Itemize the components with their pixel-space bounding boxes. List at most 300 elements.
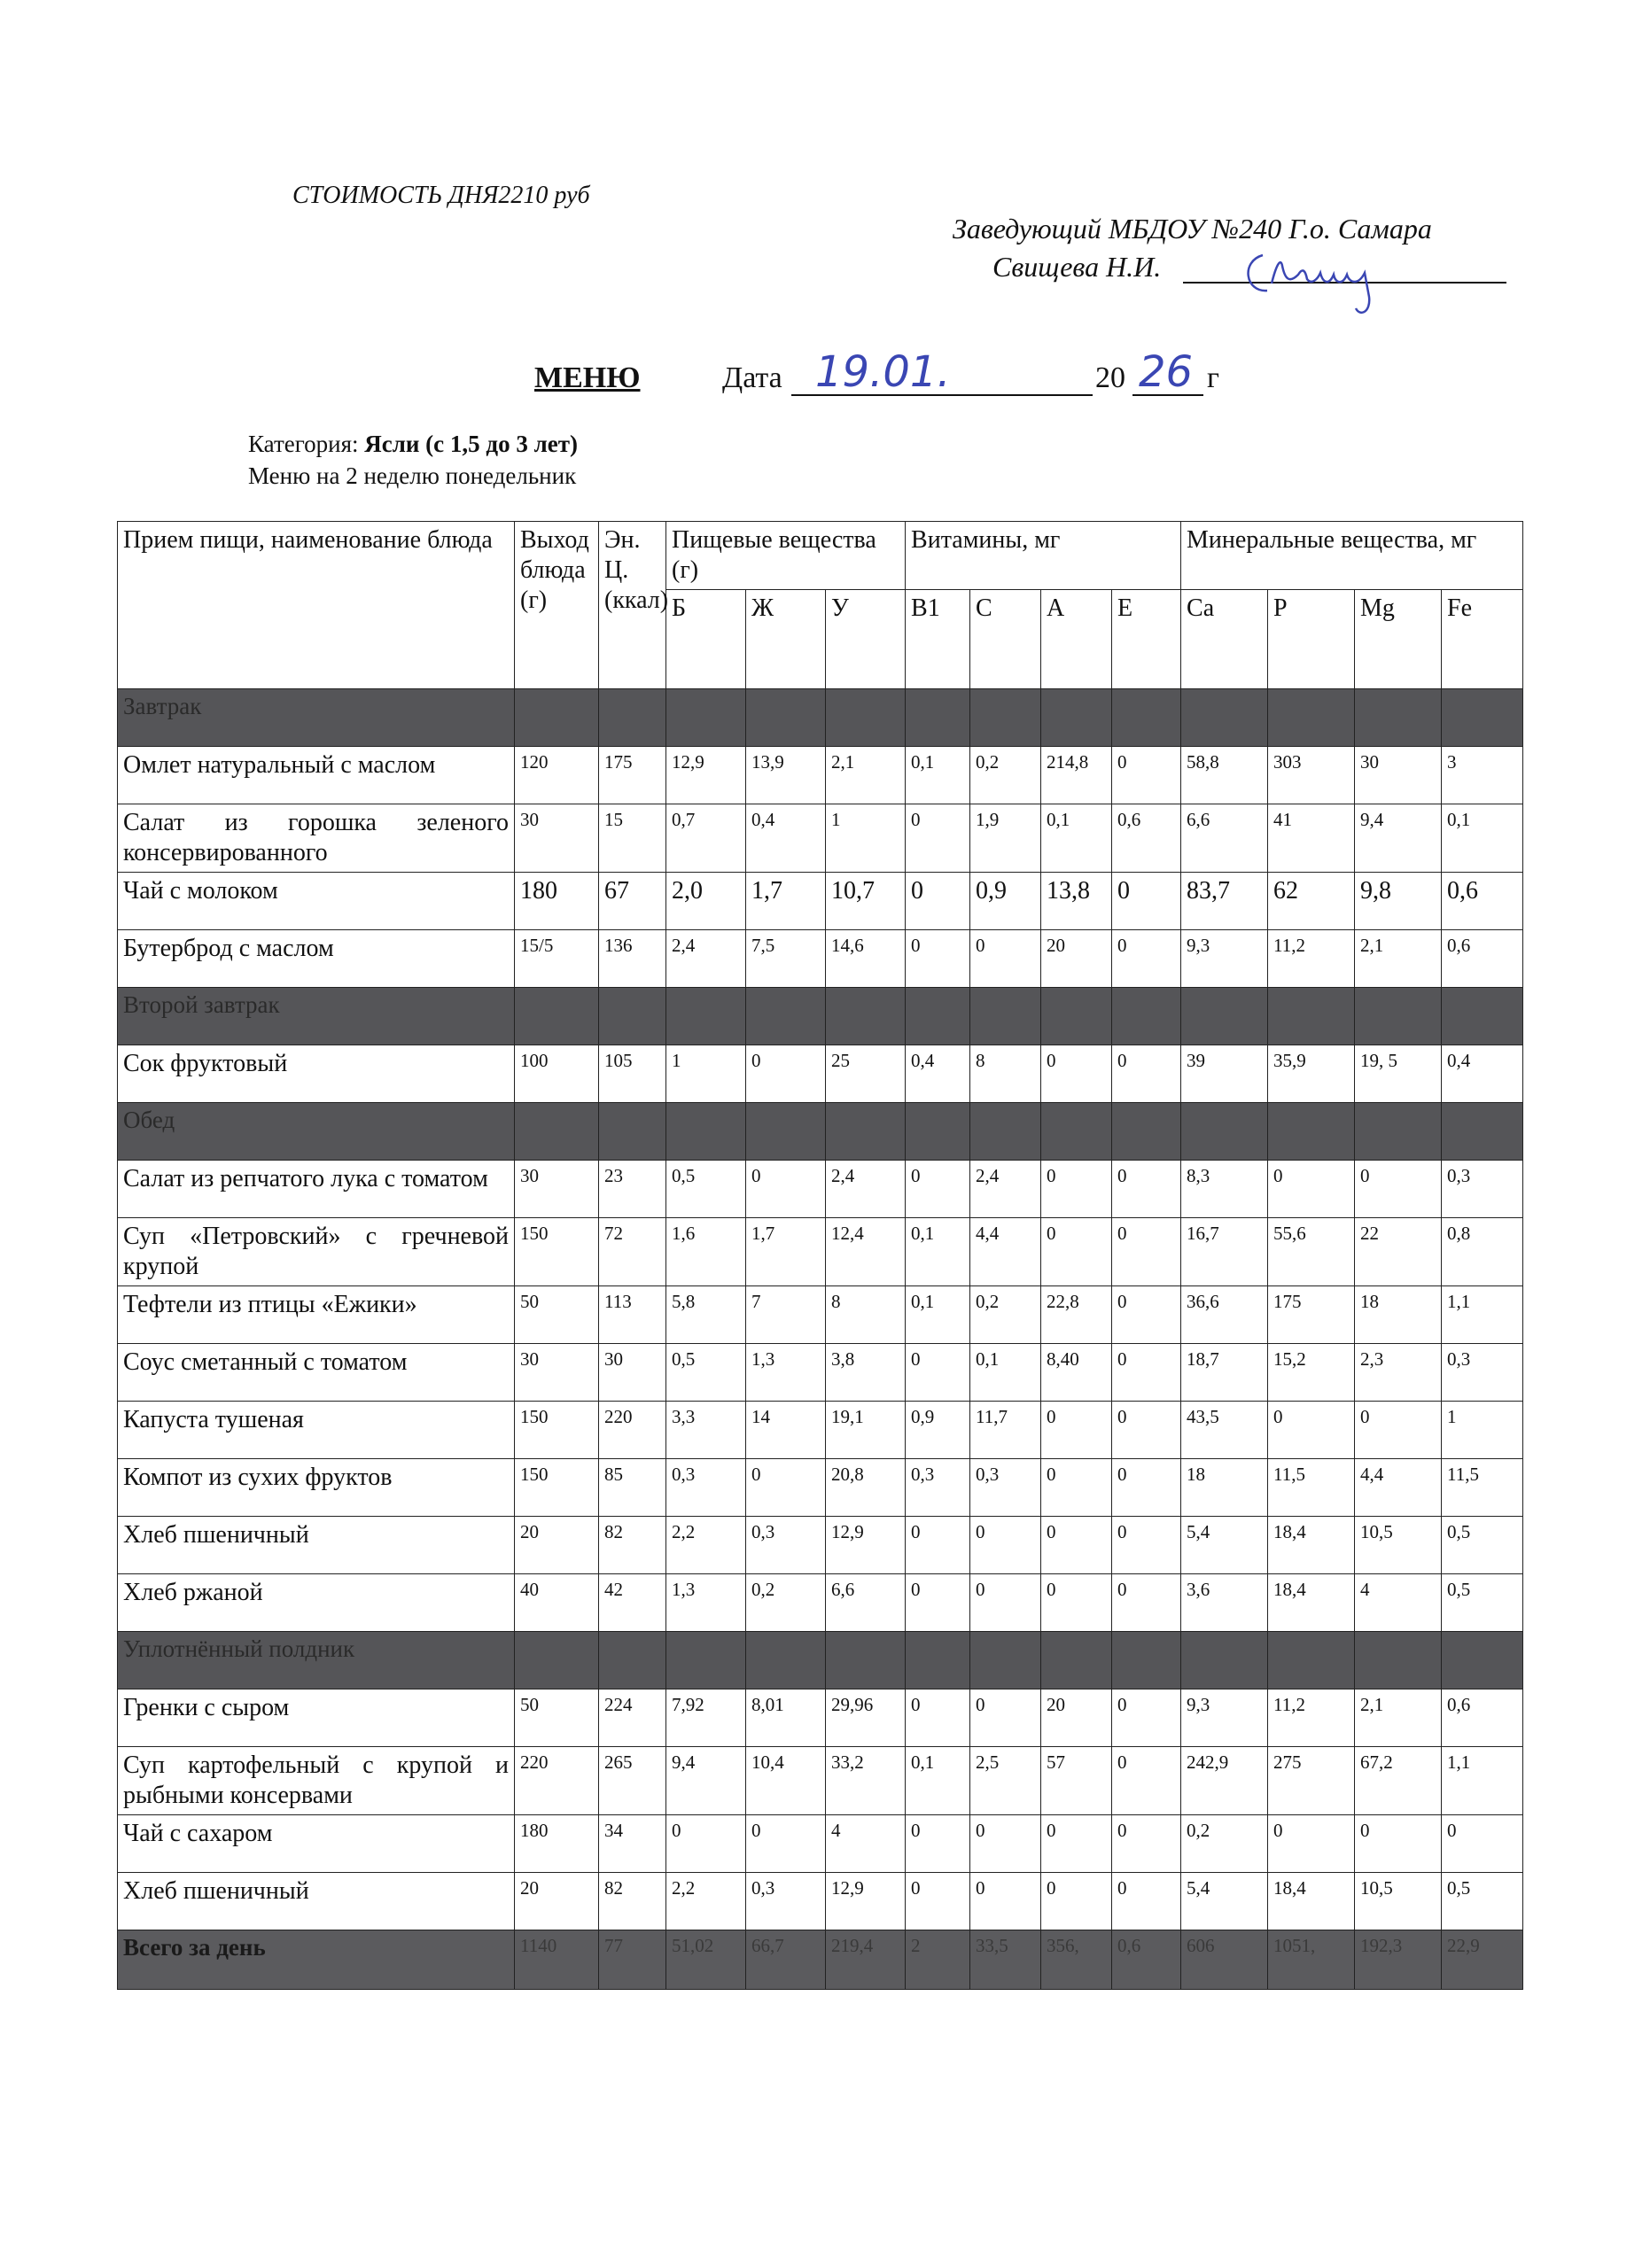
dish-name: Хлеб пшеничный (118, 1873, 515, 1930)
value-cell: 214,8 (1041, 747, 1112, 804)
section-fill-cell (970, 1632, 1041, 1689)
value-cell: 0,9 (906, 1402, 970, 1459)
value-cell: 2,1 (826, 747, 906, 804)
value-cell: 0 (906, 873, 970, 930)
value-cell: 0,7 (666, 804, 746, 873)
value-cell: 3,3 (666, 1402, 746, 1459)
section-fill-cell (1442, 1103, 1523, 1161)
value-cell: 0 (970, 1517, 1041, 1574)
section-fill-cell (1268, 689, 1355, 747)
value-cell: 13,9 (746, 747, 826, 804)
value-cell: 5,4 (1181, 1873, 1268, 1930)
value-cell: 1,6 (666, 1218, 746, 1286)
value-cell: 0 (1041, 1045, 1112, 1103)
value-cell: 30 (515, 1161, 599, 1218)
section-fill-cell (599, 988, 666, 1045)
value-cell: 100 (515, 1045, 599, 1103)
value-cell: 0 (1112, 1045, 1181, 1103)
value-cell: 0 (1355, 1161, 1442, 1218)
section-fill-cell (515, 689, 599, 747)
section-fill-cell (906, 1632, 970, 1689)
section-fill-cell (1268, 1632, 1355, 1689)
value-cell: 20 (1041, 1689, 1112, 1747)
value-cell: 275 (1268, 1747, 1355, 1815)
value-cell: 82 (599, 1873, 666, 1930)
value-cell: 0 (906, 1574, 970, 1632)
dish-row (118, 1815, 1523, 1873)
menu-title: МЕНЮ (534, 361, 641, 394)
value-cell: 0 (1112, 930, 1181, 988)
value-cell: 0,5 (666, 1161, 746, 1218)
value-cell: 0 (906, 1815, 970, 1873)
header-vitamins: Витамины, мг (906, 522, 1181, 590)
value-cell: 0,3 (1442, 1161, 1523, 1218)
value-cell: 4,4 (1355, 1459, 1442, 1517)
section-fill-cell (1355, 1103, 1442, 1161)
dish-name: Суп «Петровский» с гречневой крупой (118, 1218, 515, 1286)
value-cell: 0 (746, 1815, 826, 1873)
value-cell: 175 (1268, 1286, 1355, 1344)
value-cell: 0,3 (746, 1517, 826, 1574)
dish-name: Чай с сахаром (118, 1815, 515, 1873)
value-cell: 0 (970, 930, 1041, 988)
value-cell: 14,6 (826, 930, 906, 988)
value-cell: 1,1 (1442, 1747, 1523, 1815)
value-cell: 0 (906, 1689, 970, 1747)
section-fill-cell (666, 988, 746, 1045)
value-cell: 0 (906, 1344, 970, 1402)
section-fill-cell (1041, 1632, 1112, 1689)
value-cell: 303 (1268, 747, 1355, 804)
value-cell: 0 (1112, 1218, 1181, 1286)
value-cell: 20,8 (826, 1459, 906, 1517)
value-cell: 2,4 (826, 1161, 906, 1218)
section-fill-cell (970, 988, 1041, 1045)
total-value: 2 (906, 1930, 970, 1990)
value-cell: 15 (599, 804, 666, 873)
value-cell: 8 (826, 1286, 906, 1344)
value-cell: 0 (970, 1689, 1041, 1747)
value-cell: 0,2 (970, 1286, 1041, 1344)
value-cell: 113 (599, 1286, 666, 1344)
value-cell: 2,1 (1355, 930, 1442, 988)
header-meal: Прием пищи, наименование блюда (118, 522, 515, 689)
value-cell: 105 (599, 1045, 666, 1103)
value-cell: 3 (1442, 747, 1523, 804)
value-cell: 18 (1355, 1286, 1442, 1344)
dish-row (118, 1218, 1523, 1286)
header-e: Е (1112, 590, 1181, 689)
value-cell: 0 (906, 930, 970, 988)
value-cell: 0,3 (666, 1459, 746, 1517)
section-fill-cell (599, 1632, 666, 1689)
value-cell: 2,0 (666, 873, 746, 930)
value-cell: 120 (515, 747, 599, 804)
section-fill-cell (515, 1103, 599, 1161)
value-cell: 0 (1112, 1747, 1181, 1815)
dish-name: Хлеб ржаной (118, 1574, 515, 1632)
value-cell: 0 (1112, 1161, 1181, 1218)
value-cell: 0,8 (1442, 1218, 1523, 1286)
value-cell: 20 (515, 1873, 599, 1930)
handwritten-signature (1236, 230, 1440, 319)
value-cell: 67,2 (1355, 1747, 1442, 1815)
value-cell: 0,1 (1041, 804, 1112, 873)
value-cell: 1 (1442, 1402, 1523, 1459)
value-cell: 30 (1355, 747, 1442, 804)
value-cell: 6,6 (1181, 804, 1268, 873)
value-cell: 0 (1112, 873, 1181, 930)
header-minerals: Минеральные вещества, мг (1181, 522, 1523, 590)
header-fe: Fe (1442, 590, 1523, 689)
dish-name: Хлеб пшеничный (118, 1517, 515, 1574)
section-fill-cell (746, 1103, 826, 1161)
total-value: 219,4 (826, 1930, 906, 1990)
date-label: Дата (722, 361, 782, 394)
value-cell: 57 (1041, 1747, 1112, 1815)
dish-row (118, 1517, 1523, 1574)
dish-row (118, 747, 1523, 804)
value-cell: 34 (599, 1815, 666, 1873)
value-cell: 72 (599, 1218, 666, 1286)
value-cell: 8,01 (746, 1689, 826, 1747)
value-cell: 0,4 (906, 1045, 970, 1103)
value-cell: 40 (515, 1574, 599, 1632)
header-mg: Mg (1355, 590, 1442, 689)
section-fill-cell (906, 689, 970, 747)
section-fill-cell (1181, 1103, 1268, 1161)
value-cell: 0 (1041, 1574, 1112, 1632)
value-cell: 8,3 (1181, 1161, 1268, 1218)
value-cell: 12,4 (826, 1218, 906, 1286)
total-value: 66,7 (746, 1930, 826, 1990)
week-info: Меню на 2 неделю понедельник (248, 462, 577, 489)
value-cell: 0,1 (1442, 804, 1523, 873)
value-cell: 83,7 (1181, 873, 1268, 930)
header-nutrients: Пищевые вещества (г) (666, 522, 906, 590)
value-cell: 8 (970, 1045, 1041, 1103)
value-cell: 0,3 (1442, 1344, 1523, 1402)
value-cell: 5,8 (666, 1286, 746, 1344)
day-cost: СТОИМОСТЬ ДНЯ2210 руб (292, 182, 590, 209)
dish-name: Салат из горошка зеленого консервированного (118, 804, 515, 873)
dish-name: Чай с молоком (118, 873, 515, 930)
section-title: Уплотнённый полдник (118, 1632, 515, 1689)
value-cell: 35,9 (1268, 1045, 1355, 1103)
value-cell: 1,7 (746, 1218, 826, 1286)
section-fill-cell (515, 1632, 599, 1689)
section-fill-cell (515, 988, 599, 1045)
section-fill-cell (906, 988, 970, 1045)
value-cell: 36,6 (1181, 1286, 1268, 1344)
value-cell: 180 (515, 1815, 599, 1873)
value-cell: 0 (1268, 1402, 1355, 1459)
value-cell: 10,5 (1355, 1517, 1442, 1574)
value-cell: 18,4 (1268, 1873, 1355, 1930)
section-fill-cell (826, 689, 906, 747)
section-fill-cell (1355, 689, 1442, 747)
value-cell: 67 (599, 873, 666, 930)
value-cell: 1,3 (666, 1574, 746, 1632)
value-cell: 2,1 (1355, 1689, 1442, 1747)
value-cell: 0 (1355, 1815, 1442, 1873)
value-cell: 0 (1112, 747, 1181, 804)
section-title: Второй завтрак (118, 988, 515, 1045)
value-cell: 18 (1181, 1459, 1268, 1517)
value-cell: 15/5 (515, 930, 599, 988)
value-cell: 9,4 (1355, 804, 1442, 873)
section-row (118, 1103, 1523, 1161)
value-cell: 7,5 (746, 930, 826, 988)
section-fill-cell (826, 1632, 906, 1689)
value-cell: 0,5 (1442, 1574, 1523, 1632)
value-cell: 0 (970, 1574, 1041, 1632)
value-cell: 0,5 (666, 1344, 746, 1402)
value-cell: 50 (515, 1689, 599, 1747)
total-value: 22,9 (1442, 1930, 1523, 1990)
value-cell: 0,6 (1112, 804, 1181, 873)
section-fill-cell (1268, 988, 1355, 1045)
value-cell: 9,8 (1355, 873, 1442, 930)
total-value: 1051, (1268, 1930, 1355, 1990)
section-fill-cell (746, 1632, 826, 1689)
section-fill-cell (666, 1632, 746, 1689)
dish-row (118, 1286, 1523, 1344)
value-cell: 58,8 (1181, 747, 1268, 804)
section-fill-cell (1442, 1632, 1523, 1689)
value-cell: 39 (1181, 1045, 1268, 1103)
total-label: Всего за день (118, 1930, 515, 1990)
value-cell: 224 (599, 1689, 666, 1747)
section-fill-cell (1112, 689, 1181, 747)
header-carbs: У (826, 590, 906, 689)
value-cell: 0 (1041, 1873, 1112, 1930)
header-energy: Эн. Ц. (ккал) (599, 522, 666, 689)
value-cell: 1,7 (746, 873, 826, 930)
value-cell: 11,5 (1268, 1459, 1355, 1517)
section-fill-cell (1112, 1103, 1181, 1161)
value-cell: 11,7 (970, 1402, 1041, 1459)
value-cell: 2,4 (970, 1161, 1041, 1218)
value-cell: 11,2 (1268, 930, 1355, 988)
dish-row (118, 1402, 1523, 1459)
value-cell: 4 (1355, 1574, 1442, 1632)
value-cell: 41 (1268, 804, 1355, 873)
value-cell: 4,4 (970, 1218, 1041, 1286)
value-cell: 0 (1112, 1517, 1181, 1574)
value-cell: 0 (1112, 1402, 1181, 1459)
value-cell: 265 (599, 1747, 666, 1815)
value-cell: 1,3 (746, 1344, 826, 1402)
dish-name: Сок фруктовый (118, 1045, 515, 1103)
value-cell: 30 (599, 1344, 666, 1402)
dish-name: Тефтели из птицы «Ежики» (118, 1286, 515, 1344)
section-fill-cell (1268, 1103, 1355, 1161)
section-fill-cell (666, 689, 746, 747)
section-fill-cell (1442, 988, 1523, 1045)
total-value: 192,3 (1355, 1930, 1442, 1990)
section-fill-cell (599, 689, 666, 747)
value-cell: 136 (599, 930, 666, 988)
value-cell: 0 (1041, 1517, 1112, 1574)
value-cell: 3,8 (826, 1344, 906, 1402)
value-cell: 150 (515, 1218, 599, 1286)
value-cell: 1,9 (970, 804, 1041, 873)
director-title: Заведующий МБДОУ №240 Г.о. Самара (953, 213, 1432, 245)
total-value: 33,5 (970, 1930, 1041, 1990)
value-cell: 12,9 (666, 747, 746, 804)
value-cell: 0 (906, 1517, 970, 1574)
value-cell: 85 (599, 1459, 666, 1517)
value-cell: 2,2 (666, 1873, 746, 1930)
value-cell: 0 (666, 1815, 746, 1873)
menu-table (117, 521, 1523, 1990)
value-cell: 0,5 (1442, 1873, 1523, 1930)
value-cell: 6,6 (826, 1574, 906, 1632)
value-cell: 0,2 (1181, 1815, 1268, 1873)
header-b1: В1 (906, 590, 970, 689)
value-cell: 9,4 (666, 1747, 746, 1815)
value-cell: 25 (826, 1045, 906, 1103)
value-cell: 2,3 (1355, 1344, 1442, 1402)
value-cell: 9,3 (1181, 1689, 1268, 1747)
value-cell: 11,5 (1442, 1459, 1523, 1517)
section-fill-cell (1041, 689, 1112, 747)
value-cell: 50 (515, 1286, 599, 1344)
value-cell: 2,2 (666, 1517, 746, 1574)
section-fill-cell (746, 988, 826, 1045)
value-cell: 0,9 (970, 873, 1041, 930)
total-row (118, 1930, 1523, 1990)
dish-row (118, 1344, 1523, 1402)
value-cell: 1 (826, 804, 906, 873)
section-row (118, 988, 1523, 1045)
value-cell: 33,2 (826, 1747, 906, 1815)
value-cell: 13,8 (1041, 873, 1112, 930)
value-cell: 18,4 (1268, 1517, 1355, 1574)
section-fill-cell (906, 1103, 970, 1161)
dish-name: Компот из сухих фруктов (118, 1459, 515, 1517)
value-cell: 0 (1112, 1459, 1181, 1517)
dish-row (118, 1045, 1523, 1103)
value-cell: 30 (515, 804, 599, 873)
value-cell: 150 (515, 1402, 599, 1459)
value-cell: 30 (515, 1344, 599, 1402)
total-value: 77 (599, 1930, 666, 1990)
value-cell: 220 (599, 1402, 666, 1459)
value-cell: 18,7 (1181, 1344, 1268, 1402)
dish-row (118, 1873, 1523, 1930)
date-handwritten: 19.01. (815, 347, 951, 397)
value-cell: 10,4 (746, 1747, 826, 1815)
section-fill-cell (746, 689, 826, 747)
value-cell: 0 (1442, 1815, 1523, 1873)
value-cell: 7 (746, 1286, 826, 1344)
value-cell: 0 (1112, 1574, 1181, 1632)
dish-row (118, 1689, 1523, 1747)
value-cell: 5,4 (1181, 1517, 1268, 1574)
value-cell: 15,2 (1268, 1344, 1355, 1402)
value-cell: 4 (826, 1815, 906, 1873)
value-cell: 0 (1041, 1218, 1112, 1286)
value-cell: 0,1 (970, 1344, 1041, 1402)
value-cell: 10,5 (1355, 1873, 1442, 1930)
value-cell: 0,4 (746, 804, 826, 873)
value-cell: 0 (1041, 1161, 1112, 1218)
value-cell: 0,1 (906, 1747, 970, 1815)
header-a: А (1041, 590, 1112, 689)
value-cell: 1,1 (1442, 1286, 1523, 1344)
value-cell: 0 (1355, 1402, 1442, 1459)
value-cell: 29,96 (826, 1689, 906, 1747)
header-protein: Б (666, 590, 746, 689)
value-cell: 2,5 (970, 1747, 1041, 1815)
value-cell: 7,92 (666, 1689, 746, 1747)
dish-row (118, 804, 1523, 873)
section-fill-cell (826, 988, 906, 1045)
section-title: Завтрак (118, 689, 515, 747)
value-cell: 0 (1112, 1815, 1181, 1873)
value-cell: 0 (1112, 1873, 1181, 1930)
dish-name: Суп картофельный с крупой и рыбными консервами (118, 1747, 515, 1815)
section-fill-cell (599, 1103, 666, 1161)
value-cell: 19, 5 (1355, 1045, 1442, 1103)
value-cell: 0 (906, 1161, 970, 1218)
total-value: 1140 (515, 1930, 599, 1990)
value-cell: 0,2 (746, 1574, 826, 1632)
dish-row (118, 1747, 1523, 1815)
value-cell: 0 (1112, 1344, 1181, 1402)
total-value: 51,02 (666, 1930, 746, 1990)
section-fill-cell (1181, 689, 1268, 747)
value-cell: 14 (746, 1402, 826, 1459)
value-cell: 0 (1112, 1689, 1181, 1747)
total-value: 606 (1181, 1930, 1268, 1990)
value-cell: 0 (970, 1873, 1041, 1930)
value-cell: 19,1 (826, 1402, 906, 1459)
section-title: Обед (118, 1103, 515, 1161)
value-cell: 43,5 (1181, 1402, 1268, 1459)
header-fat: Ж (746, 590, 826, 689)
value-cell: 0 (906, 804, 970, 873)
section-fill-cell (666, 1103, 746, 1161)
dish-name: Бутерброд с маслом (118, 930, 515, 988)
value-cell: 22 (1355, 1218, 1442, 1286)
value-cell: 175 (599, 747, 666, 804)
category-line (248, 431, 578, 458)
value-cell: 0 (1041, 1459, 1112, 1517)
year-unit: г (1207, 361, 1219, 394)
value-cell: 12,9 (826, 1517, 906, 1574)
value-cell: 9,3 (1181, 930, 1268, 988)
category-label: Категория: (248, 431, 359, 457)
value-cell: 1 (666, 1045, 746, 1103)
section-fill-cell (970, 1103, 1041, 1161)
value-cell: 0 (746, 1459, 826, 1517)
value-cell: 0 (746, 1161, 826, 1218)
value-cell: 0,1 (906, 747, 970, 804)
value-cell: 220 (515, 1747, 599, 1815)
header-p: Р (1268, 590, 1355, 689)
category-value: Ясли (с 1,5 до 3 лет) (364, 431, 578, 457)
section-fill-cell (1355, 988, 1442, 1045)
value-cell: 0 (1041, 1815, 1112, 1873)
header-yield: Выход блюда (г) (515, 522, 599, 689)
value-cell: 0 (906, 1873, 970, 1930)
value-cell: 0 (1041, 1402, 1112, 1459)
value-cell: 18,4 (1268, 1574, 1355, 1632)
value-cell: 20 (1041, 930, 1112, 988)
